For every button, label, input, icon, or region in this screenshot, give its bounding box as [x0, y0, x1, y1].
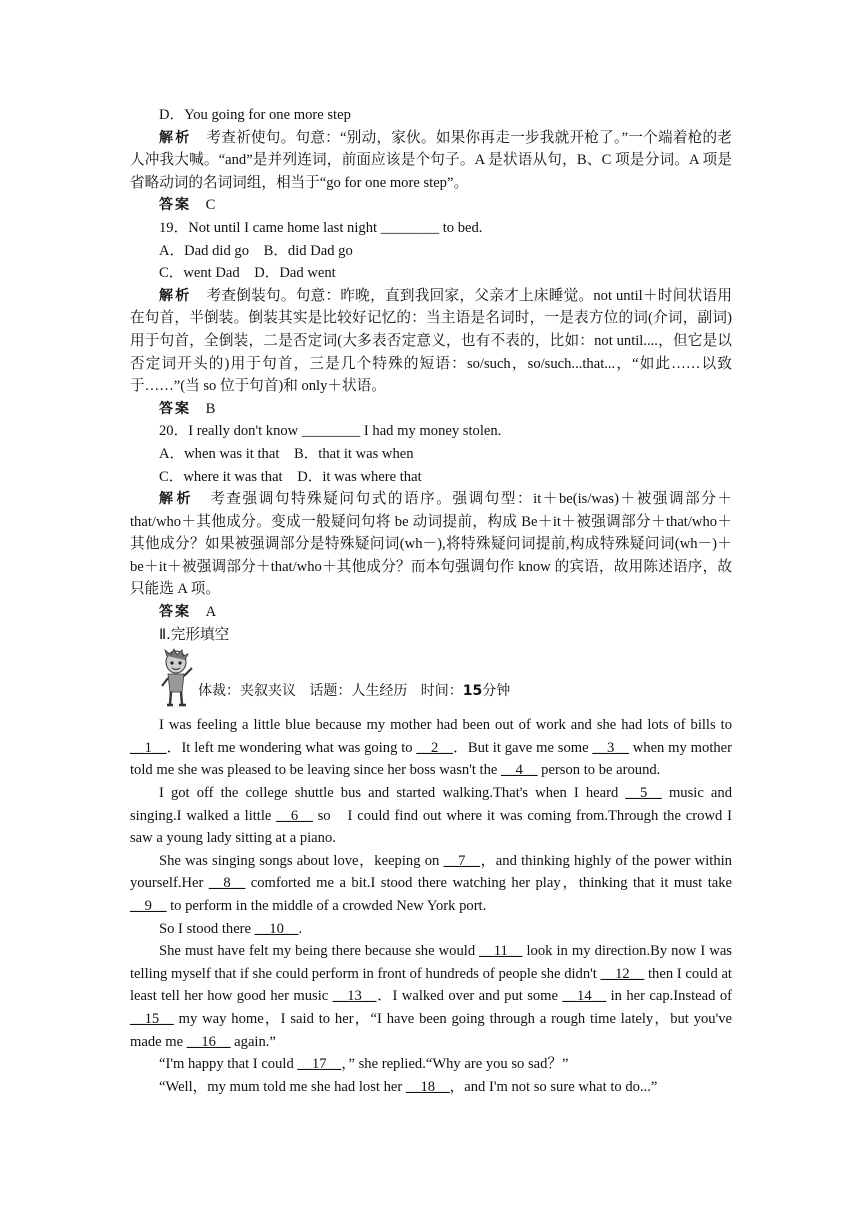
q19-options-cd: C．went Dad D．Dad went	[159, 265, 336, 282]
cloze-blank: __18__	[405, 1078, 450, 1095]
passage-paragraph	[130, 1053, 732, 1076]
passage-text: .	[298, 920, 303, 937]
cloze-blank: __12__	[600, 965, 645, 982]
analysis-text: 考查祈使句。句意：“别动，家伙。如果你再走一步我就开枪了。”一个端着枪的老人冲我大喊。“and”是并列连词，前面应该是个句子。A 是状语从句，B、C 项是分词。A 项是省略动词的名词词组，相当于“go for one more step”。	[130, 129, 732, 191]
q20-options-cd: C．where it was that D．it was where that	[159, 468, 422, 485]
analysis-text: 考查强调句特殊疑问句式的语序。强调句型：it＋be(is/was)＋被强调部分＋that/who＋其他成分。变成一般疑问句将 be 动词提前，构成 Be＋it＋被强调部分＋that/who＋其他成分？如果被强调部分是特殊疑问词(wh－),将特殊疑问词提前,构成特殊疑问词(wh－)＋ be＋it＋被强调部分＋that/who＋其他成分？而本句强调句作 know 的宾语，故用陈述语序，故只能选 A 项。	[130, 491, 732, 598]
document-page	[130, 104, 732, 1098]
topic-label: 话题：	[309, 683, 352, 700]
cloze-blank: __11__	[479, 943, 523, 960]
passage-text: music and singing.I walked a little	[130, 785, 732, 824]
answer-value: B	[205, 400, 216, 417]
passage-text: ．It left me wondering what was going to	[166, 739, 417, 756]
passage-text: look in my direction.By now I was telling myself that if she could perform in front of hundreds of people she didn't	[130, 943, 732, 982]
passage-text: when my mother told me she was pleased to be leaving since her boss wasn't the	[130, 739, 733, 779]
genre-value: 夹叙夹议	[240, 683, 296, 700]
passage-text: ．But it gave me some	[452, 739, 593, 756]
cloze-blank: __6__	[276, 807, 313, 824]
q18-answer	[130, 194, 732, 217]
q18-analysis	[130, 127, 732, 195]
analysis-text: 考查倒装句。句意：昨晚，直到我回家，父亲才上床睡觉。not until＋时间状语用在句首，半倒装。倒装其实是比较好记忆的：当主语是名词时，一是表方位的词(介词，副词)用于句首，全倒装，二是否定词(大多表否定意义，也有不表的，比如：not until....，但它是以否定词开头的)用于句首，三是几个特殊的短语：so/such，so/such...that...，“如此……以致于……”(当 so 位于句首)和 only＋状语。	[130, 287, 732, 395]
passage-text: ，” she replied.“Why are you so sad？”	[341, 1056, 569, 1073]
q19-stem: 19．Not until I came home last night ________ to bed.	[159, 219, 483, 236]
cloze-blank: __5__	[625, 785, 662, 802]
time-value: 15	[462, 683, 483, 700]
passage-text: “I'm happy that I could	[159, 1056, 298, 1073]
cloze-blank: __13__	[332, 988, 377, 1005]
cartoon-figure-icon	[156, 648, 196, 708]
cloze-blank: __17__	[297, 1056, 342, 1073]
cloze-blank: __10__	[254, 920, 299, 937]
passage-text: ．I walked over and put some	[376, 988, 563, 1005]
passage-paragraph	[130, 940, 732, 1053]
passage-text: She must have felt my being there because she would	[159, 943, 480, 960]
passage-paragraph	[130, 714, 732, 782]
passage-paragraph	[130, 850, 732, 918]
passage-paragraph	[130, 918, 732, 941]
passage-paragraph	[130, 782, 732, 850]
time-unit: 分钟	[482, 683, 511, 700]
cloze-blank: __2__	[416, 739, 453, 756]
cloze-blank: __4__	[501, 762, 538, 779]
passage-paragraph	[130, 1076, 732, 1099]
time-label: 时间：	[420, 683, 463, 700]
cloze-blank: __9__	[130, 898, 167, 914]
passage-text: my way home，I said to her，“I have been going through a rough time lately，but you've made me	[130, 1010, 732, 1050]
q20-options-ab: A．when was it that B．that it was when	[159, 445, 414, 462]
cloze-blank: __16__	[186, 1033, 231, 1050]
analysis-label: 解析	[159, 129, 192, 146]
answer-value: C	[205, 197, 216, 214]
answer-label: 答案	[159, 400, 191, 417]
cloze-blank: __7__	[443, 852, 481, 869]
passage-text: so I could find out where it was coming from.Through the crowd I saw a young lady sitting at a piano.	[130, 807, 732, 847]
passage-text: person to be around.	[537, 762, 661, 779]
cloze-passage	[130, 714, 732, 1098]
passage-text: to perform in the middle of a crowded New York port.	[166, 898, 487, 914]
passage-text: in her cap.Instead of	[606, 988, 732, 1005]
cloze-blank: __15__	[130, 1010, 174, 1027]
answer-label: 答案	[159, 604, 191, 621]
passage-meta	[198, 680, 510, 703]
passage-text: comforted me a bit.I stood there watching her play，thinking that it must take	[245, 875, 733, 892]
passage-text: ，and thinking highly of the power within yourself.Her	[130, 852, 732, 892]
q19-answer	[130, 398, 732, 421]
passage-text: I got off the college shuttle bus and started walking.That's when I heard	[159, 785, 626, 802]
q20-answer	[130, 601, 732, 624]
cloze-blank: __3__	[592, 739, 629, 756]
passage-text: So I stood there	[159, 920, 255, 937]
passage-text: then I could at least tell her how good her music	[130, 965, 732, 1005]
passage-text: again.”	[230, 1033, 276, 1050]
cloze-blank: __14__	[562, 988, 607, 1005]
cloze-blank: __1__	[130, 739, 167, 756]
analysis-label: 解析	[159, 287, 192, 304]
q18-option-d: D．You going for one more step	[159, 107, 351, 123]
q19-analysis	[130, 285, 732, 398]
answer-label: 答案	[159, 197, 191, 214]
q20-stem: 20．I really don't know ________ I had my money stolen.	[159, 423, 502, 440]
analysis-label: 解析	[159, 491, 195, 508]
answer-value: A	[205, 604, 217, 621]
topic-value: 人生经历	[351, 683, 408, 700]
q20-analysis	[130, 488, 732, 601]
section-title: Ⅱ.完形填空	[159, 625, 230, 643]
genre-label: 体裁：	[198, 683, 240, 700]
passage-info	[130, 648, 732, 710]
cloze-blank: __8__	[208, 875, 246, 892]
passage-text: She was singing songs about love，keeping on	[159, 852, 444, 869]
passage-text: I was feeling a little blue because my mother had been out of work and she had lots of bills to	[159, 717, 732, 734]
q19-options-ab: A．Dad did go B．did Dad go	[159, 242, 353, 259]
passage-text: ，and I'm not so sure what to do...”	[449, 1078, 658, 1095]
passage-text: “Well，my mum told me she had lost her	[159, 1078, 406, 1095]
